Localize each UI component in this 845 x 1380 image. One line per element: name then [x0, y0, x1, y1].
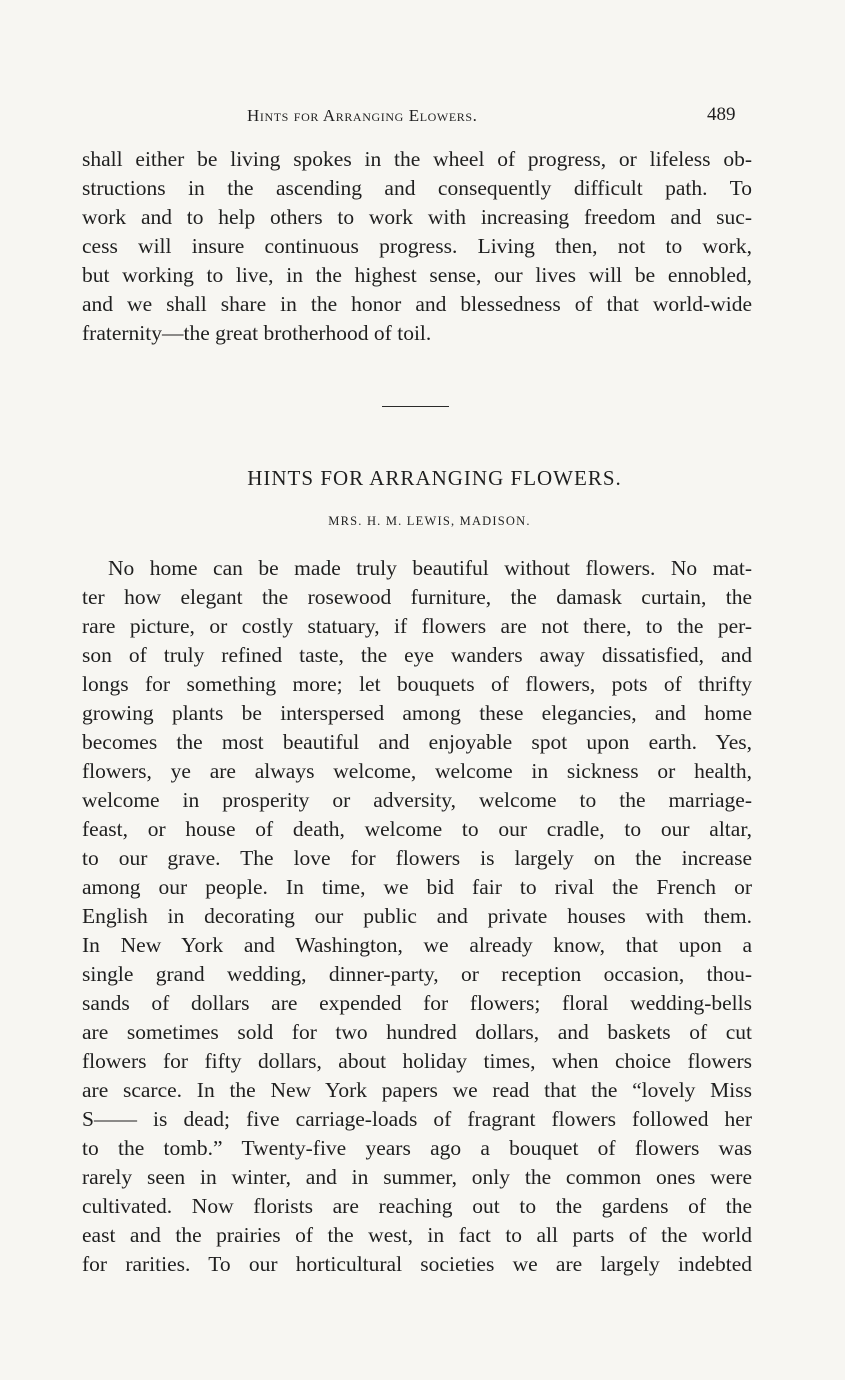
text-line: single grand wedding, dinner-party, or reception occasion, thou-: [82, 962, 752, 986]
text-line: ter how elegant the rosewood furniture, the damask curtain, the: [82, 585, 752, 609]
text-line: work and to help others to work with increasing freedom and suc-: [82, 205, 752, 229]
text-line: sands of dollars are expended for flowers; floral wedding-bells: [82, 991, 752, 1015]
article-body: [82, 554, 752, 1279]
text-line: rarely seen in winter, and in summer, only the common ones were: [82, 1165, 752, 1189]
section-divider: [382, 406, 449, 407]
text-line: shall either be living spokes in the wheel of progress, or lifeless ob-: [82, 147, 752, 171]
text-line: flowers, ye are always welcome, welcome in sickness or health,: [82, 759, 752, 783]
text-line: cess will insure continuous progress. Living then, not to work,: [82, 234, 752, 258]
text-line: structions in the ascending and consequently difficult path. To: [82, 176, 752, 200]
text-line: feast, or house of death, welcome to our cradle, to our altar,: [82, 817, 752, 841]
text-line: In New York and Washington, we already know, that upon a: [82, 933, 752, 957]
text-line: English in decorating our public and private houses with them.: [82, 904, 752, 928]
text-line: and we shall share in the honor and blessedness of that world-wide: [82, 292, 752, 316]
text-line: son of truly refined taste, the eye wanders away dissatisfied, and: [82, 643, 752, 667]
text-line: S—— is dead; five carriage-loads of fragrant flowers followed her: [82, 1107, 752, 1131]
text-line: east and the prairies of the west, in fact to all parts of the world: [82, 1223, 752, 1247]
text-line: flowers for fifty dollars, about holiday times, when choice flowers: [82, 1049, 752, 1073]
text-line: longs for something more; let bouquets of flowers, pots of thrifty: [82, 672, 752, 696]
text-line: are sometimes sold for two hundred dollars, and baskets of cut: [82, 1020, 752, 1044]
text-line: cultivated. Now florists are reaching out to the gardens of the: [82, 1194, 752, 1218]
text-line: becomes the most beautiful and enjoyable spot upon earth. Yes,: [82, 730, 752, 754]
text-line: No home can be made truly beautiful without flowers. No mat-: [108, 556, 752, 580]
text-line: among our people. In time, we bid fair to rival the French or: [82, 875, 752, 899]
text-line: for rarities. To our horticultural societies we are largely indebted: [82, 1252, 752, 1276]
text-line: are scarce. In the New York papers we read that the “lovely Miss: [82, 1078, 752, 1102]
text-line: but working to live, in the highest sense, our lives will be ennobled,: [82, 263, 752, 287]
page-number: 489: [707, 104, 736, 125]
text-line: rare picture, or costly statuary, if flowers are not there, to the per-: [82, 614, 752, 638]
article-title: HINTS FOR ARRANGING FLOWERS.: [247, 466, 622, 490]
text-line: to the tomb.” Twenty-five years ago a bouquet of flowers was: [82, 1136, 752, 1160]
text-line: welcome in prosperity or adversity, welcome to the marriage-: [82, 788, 752, 812]
text-line: fraternity—the great brotherhood of toil.: [82, 321, 432, 345]
text-line: growing plants be interspersed among these elegancies, and home: [82, 701, 752, 725]
text-line: to our grave. The love for flowers is largely on the increase: [82, 846, 752, 870]
article-byline: MRS. H. M. LEWIS, MADISON.: [328, 514, 531, 528]
intro-paragraph: [82, 145, 752, 348]
running-head-title: Hints for Arranging Elowers.: [247, 106, 478, 125]
